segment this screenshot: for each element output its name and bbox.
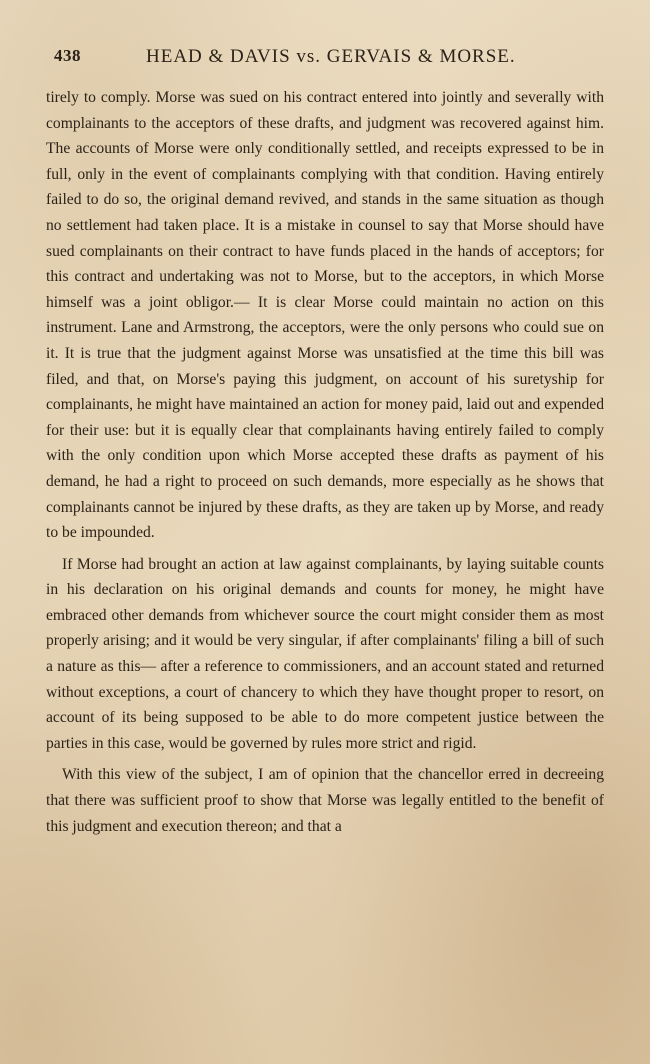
- paragraph-1: tirely to comply. Morse was sued on his contract entered into jointly and severally with complainants to the acceptors of these drafts, and judgment was recovered against him. The accounts of Morse were only conditionally settled, and receipts expressed to be in full, only in the event of complainants complying with that condition. Having entirely failed to do so, the original demand revived, and stands in the same situation as though no settlement had taken place. It is a mistake in counsel to say that Morse should have sued complainants on their contract to have funds placed in the hands of acceptors; for this contract and undertaking was not to Morse, but to the acceptors, in which Morse himself was a joint obligor.— It is clear Morse could maintain no action on this instrument. Lane and Armstrong, the acceptors, were the only persons who could sue on it. It is true that the judgment against Morse was unsatisfied at the time this bill was filed, and that, on Morse's paying this judgment, on account of his suretyship for complainants, he might have maintained an action for money paid, laid out and expended for their use: but it is equally clear that complainants having entirely failed to comply with the only condition upon which Morse accepted these drafts as payment of his demand, he had a right to proceed on such demands, more especially as he shows that complainants cannot be injured by these drafts, as they are taken up by Morse, and ready to be impounded.: [46, 89, 604, 542]
- running-title: HEAD & DAVIS vs. GERVAIS & MORSE.: [146, 46, 516, 67]
- page-header: [54, 40, 544, 80]
- paragraph-3: With this view of the subject, I am of opinion that the chancellor erred in decreeing that there was sufficient proof to show that Morse was legally entitled to the benefit of this judgment and execution thereon; and that a: [46, 766, 604, 835]
- body-text: [46, 85, 604, 839]
- paragraph-2: If Morse had brought an action at law against complainants, by laying suitable counts in his declaration on his original demands and counts for money, he might have embraced other demands from whichever source the court might consider them as most properly arising; and it would be very singular, if after complainants' filing a bill of such a nature as this— after a reference to commissioners, and an account stated and returned without exceptions, a court of chancery to which they have thought proper to resort, on account of its being supposed to be able to do more competent justice between the parties in this case, would be governed by rules more strict and rigid.: [46, 555, 604, 752]
- page-number: 438: [54, 46, 81, 65]
